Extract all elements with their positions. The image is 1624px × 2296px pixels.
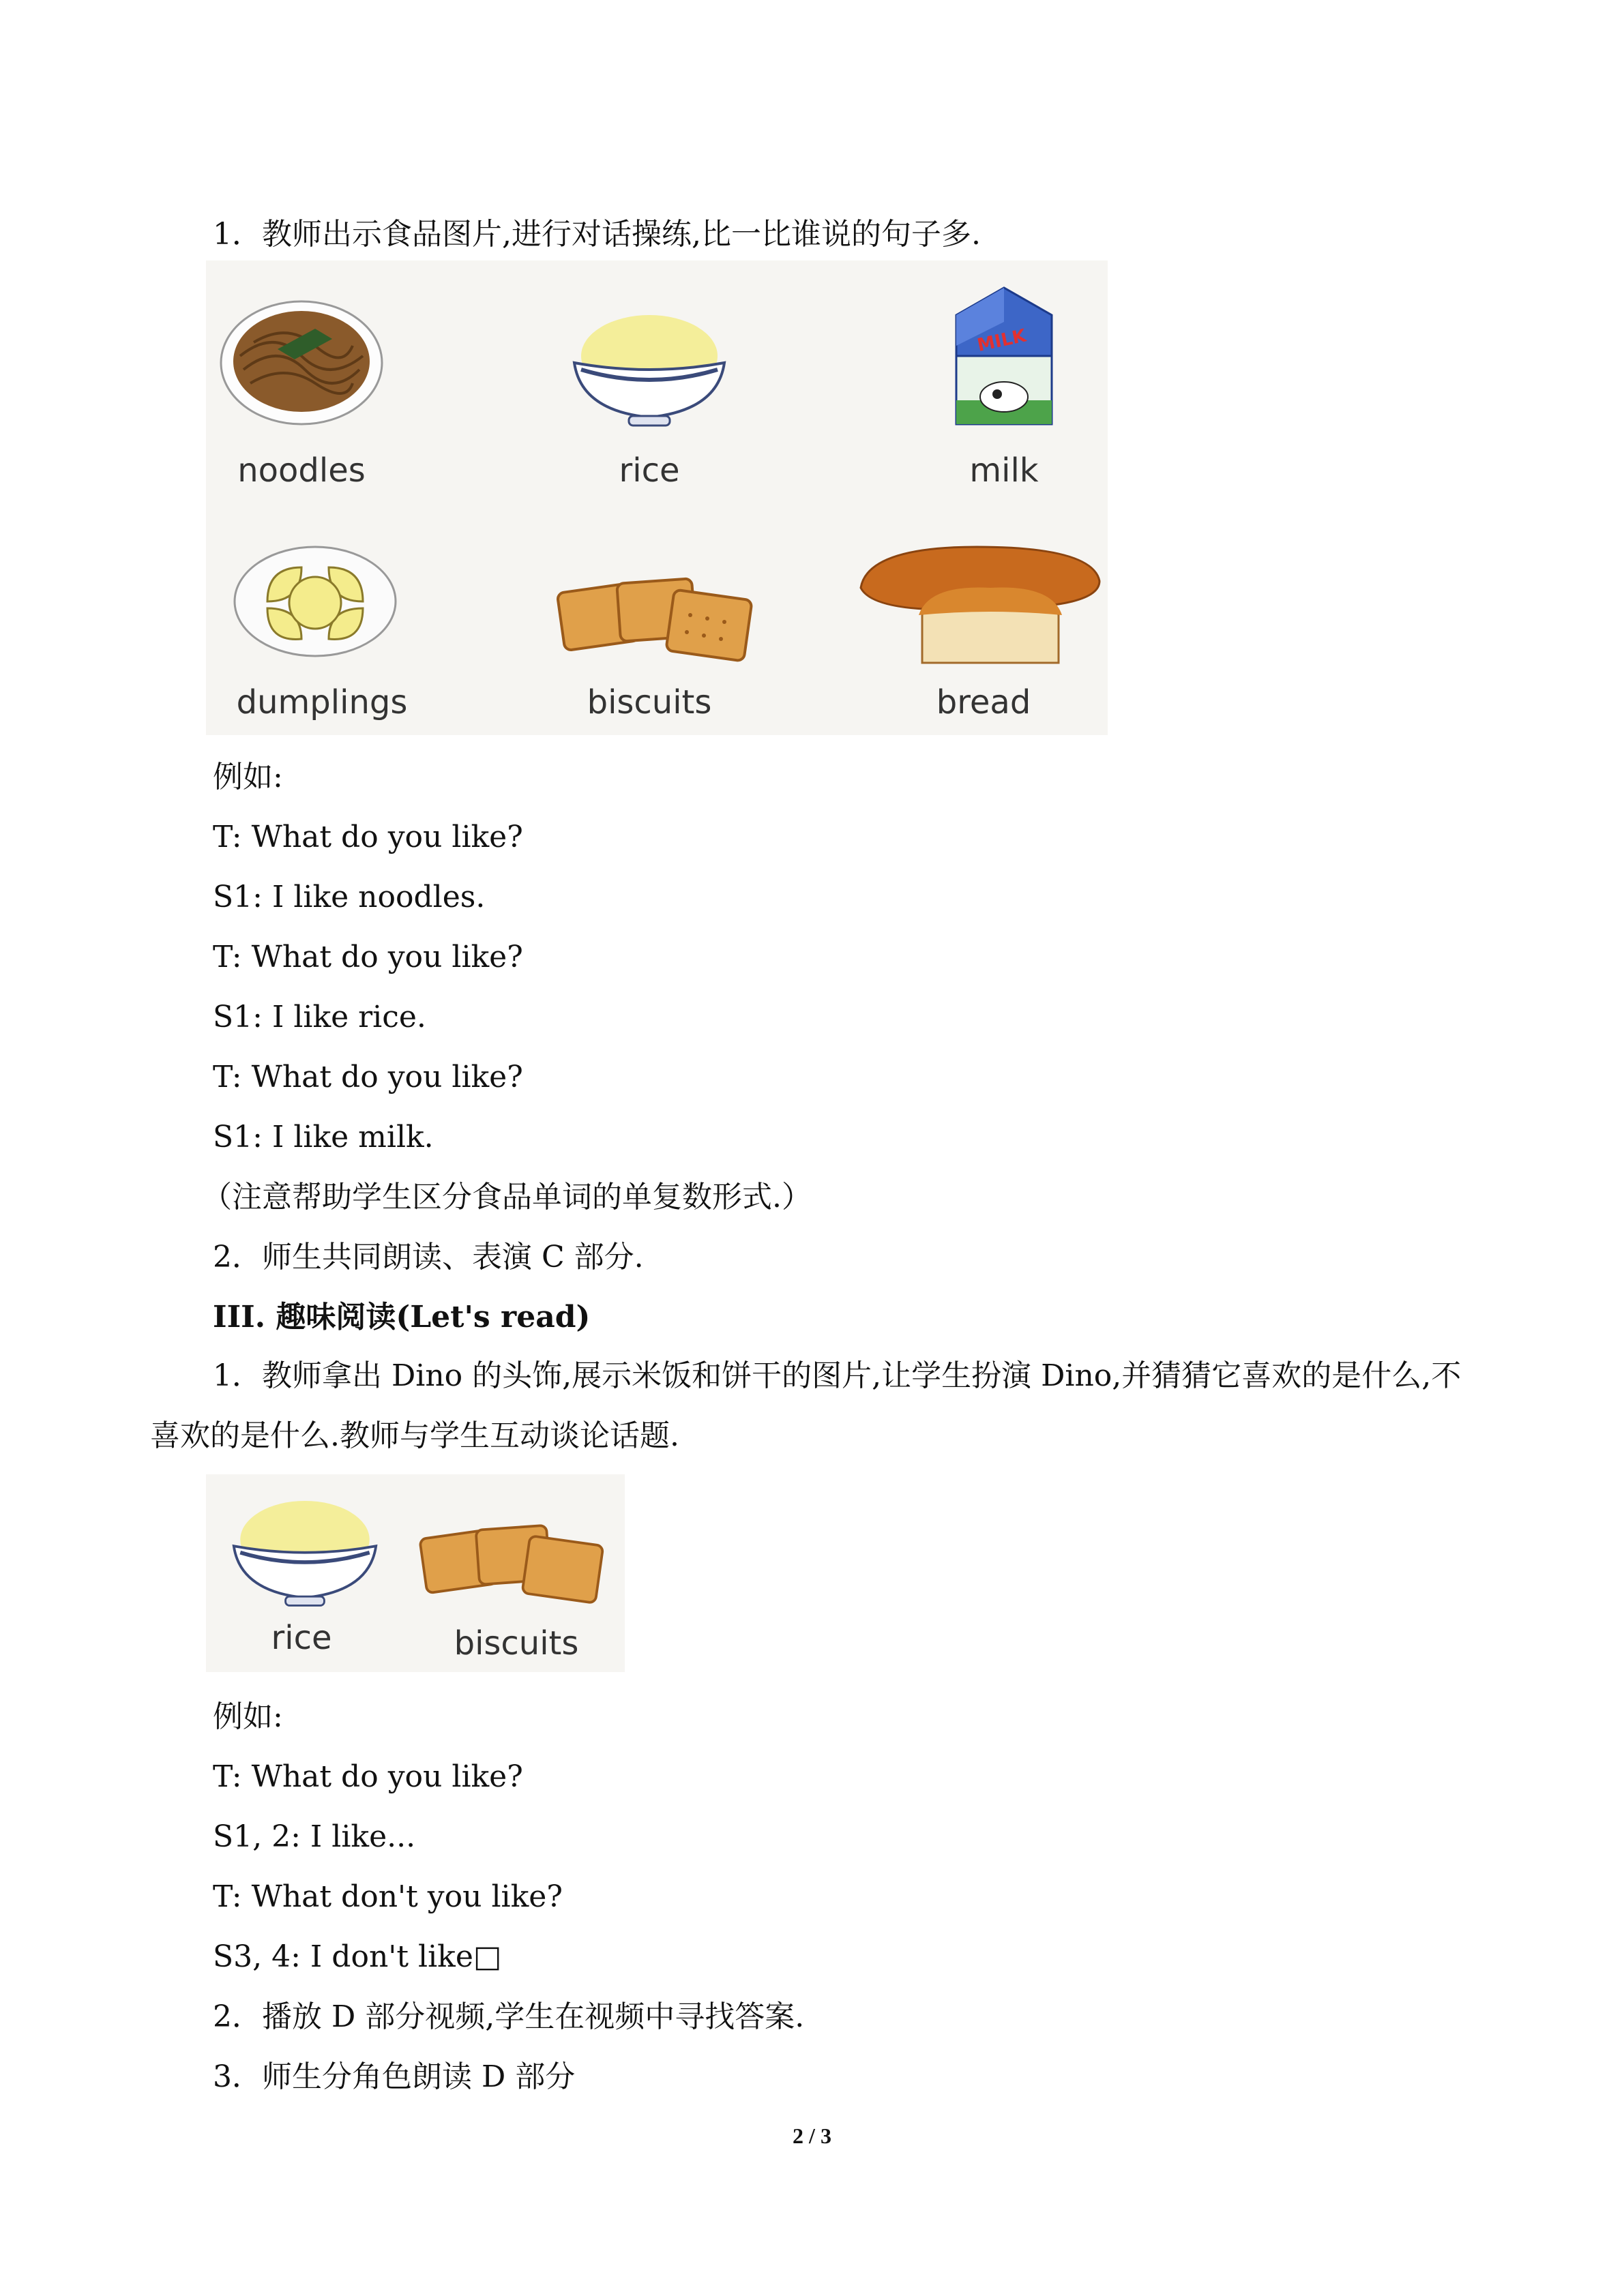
food-label-milk: milk [969,451,1039,490]
noodles-image [213,281,390,431]
rice-image [561,301,738,431]
dialogue-line: T: What do you like? [213,820,523,854]
food-label-dumplings: dumplings [236,683,408,721]
dialogue-line: T: What do you like? [213,940,523,974]
biscuits-image [411,1508,615,1617]
example-label: 例如: [213,760,283,794]
biscuits-image [554,561,758,676]
milk-carton-text: MILK [975,325,1029,356]
food-label-rice: rice [619,451,680,490]
dialogue-line: T: What do you like? [213,1759,523,1794]
instruction-item-2: 2．师生共同朗读、表演 C 部分. [213,1240,644,1274]
section3-item-1: 1．教师拿出 Dino 的头饰,展示米饭和饼干的图片,让学生扮演 Dino,并猜猜它喜欢的是什么,不喜欢的是什么.教师与学生互动谈论话题. [150,1358,1462,1453]
dialogue-line: S3, 4: I don't like□ [213,1939,502,1974]
dialogue-line: T: What don't you like? [213,1879,563,1914]
food-label-noodles: noodles [237,451,366,490]
dialogue-line: S1, 2: I like... [213,1819,416,1854]
food-label-biscuits: biscuits [454,1624,579,1663]
food-label-bread: bread [936,683,1031,721]
dialogue-line: S1: I like milk. [213,1120,434,1154]
food-label-rice: rice [271,1619,332,1657]
food-label-biscuits: biscuits [587,683,712,721]
dumplings-image [226,526,404,663]
section3-item-3: 3．师生分角色朗读 D 部分 [213,2059,576,2094]
section-heading: III. 趣味阅读(Let's read) [213,1300,591,1335]
dialogue-line: S1: I like noodles. [213,880,486,914]
section3-item-2: 2．播放 D 部分视频,学生在视频中寻找答案. [213,1999,805,2034]
example-label: 例如: [213,1699,283,1734]
rice-biscuits-picture [206,1474,625,1672]
rice-image [220,1488,390,1611]
milk-carton-image [936,281,1072,438]
bread-image [854,533,1106,676]
instruction-item-1: 1．教师出示食品图片,进行对话操练,比一比谁说的句子多. [213,217,981,252]
dialogue-line: T: What do you like? [213,1060,523,1094]
dialogue-line: S1: I like rice. [213,1000,426,1034]
page-number: 2 / 3 [793,2123,831,2148]
teaching-note: （注意帮助学生区分食品单词的单复数形式.） [202,1180,812,1214]
food-picture-grid [206,260,1108,735]
